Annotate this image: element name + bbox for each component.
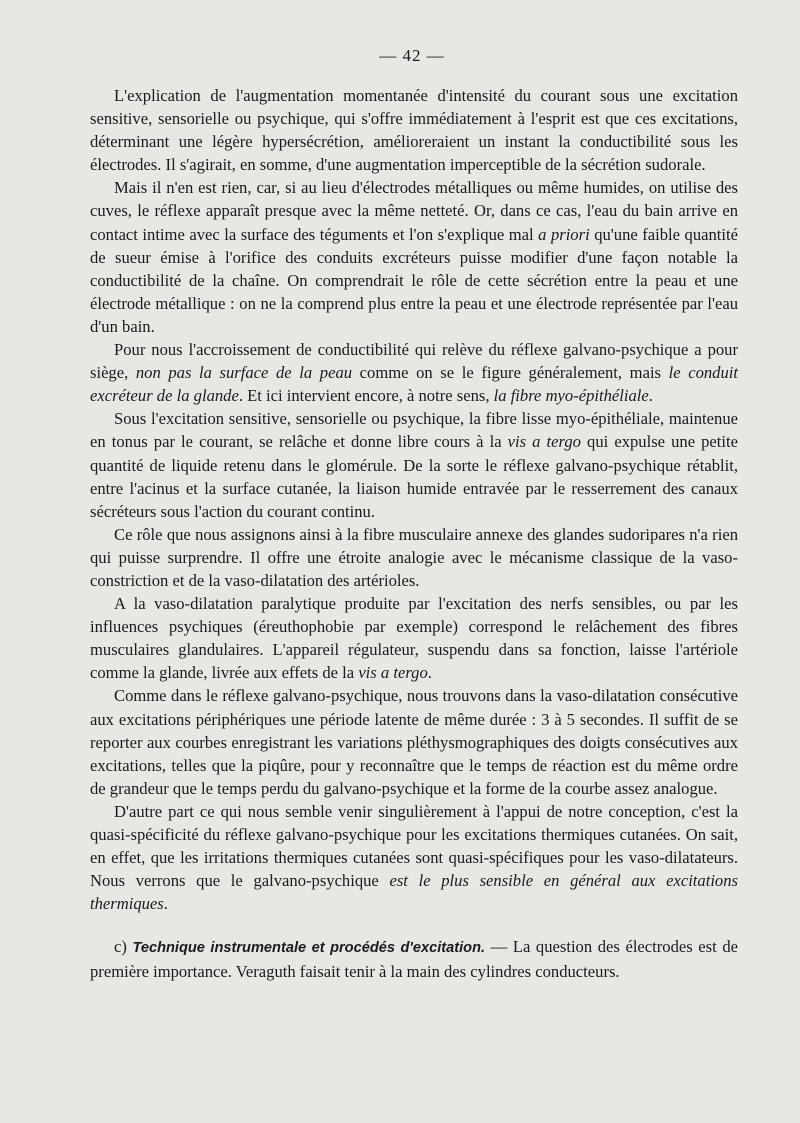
- italic-text: vis a tergo: [507, 432, 581, 452]
- text-run: qu'une faible quantité de sueur émise à l'orifice des conduits excréteurs puisse modifier d'une façon notable la conductibilité de la chaîne. On comprendrait le rôle de cette sécrétion entre la peau et une électrode métallique : on ne la comprend plus entre la peau et une électrode représentée par l'eau d'un bain.: [90, 224, 738, 336]
- paragraph: [90, 523, 738, 592]
- text-run: .: [163, 894, 168, 914]
- paragraph: [90, 592, 738, 684]
- text-run: qui expulse une petite quantité de liquide retenu dans le glomérule. De la sorte le réflexe galvano-psychique rétablit, entre l'acinus et la surface cutanée, la liaison humide entravée par le resserrement des canaux sécréteurs sous l'action du courant continu.: [90, 432, 738, 521]
- paragraph: [90, 338, 738, 407]
- text-run: L'explication de l'augmentation momentanée d'intensité du courant sous une excitation sensitive, sensorielle ou psychique, qui s'offre immédiatement à l'esprit est que ces excitations, déterminant une légère hypersécrétion, amélioreraient un instant la conductibilité sous les électrodes. Il s'agirait, en somme, d'une augmentation imperceptible de la sécrétion sudorale.: [90, 86, 738, 175]
- text-run: Pour nous l'accroissement de conductibilité qui relève du réflexe galvano-psychique a pour siège,: [90, 340, 738, 383]
- italic-text: vis a tergo: [358, 663, 428, 683]
- paragraph: [90, 176, 738, 338]
- text-run: . Et ici intervient encore, à notre sens,: [238, 386, 494, 406]
- italic-text: la fibre myo-épithéliale: [493, 386, 649, 406]
- text-run: Mais il n'en est rien, car, si au lieu d'électrodes métalliques ou même humides, on utilise des cuves, le réflexe apparaît presque avec la même netteté. Or, dans ce cas, l'eau du bain arrive en contact intime avec la surface des téguments et l'on s'explique mal: [90, 178, 738, 244]
- italic-text: non pas la surface de la peau: [135, 363, 353, 383]
- text-run: D'autre part ce qui nous semble venir singulièrement à l'appui de notre conception, c'est la quasi-spécificité du réflexe galvano-psychique pour les excitations thermiques cutanées. On sait, en effet, que les irritations thermiques cutanées sont quasi-spécifiques pour les vaso-dilatateurs. Nous verrons que le galvano-psychique: [90, 801, 738, 891]
- section-heading: Technique instrumentale et procédés d'excitation.: [132, 940, 486, 957]
- paragraph: [90, 407, 738, 522]
- text-run: .: [427, 663, 432, 683]
- text-run: .: [648, 386, 653, 406]
- text-run: A la vaso-dilatation paralytique produite par l'excitation des nerfs sensibles, ou par les influences psychiques (éreuthophobie par exemple) correspond le relâchement des fibres musculaires glandulaires. L'appareil régulateur, suspendu dans sa fonction, laisse l'artériole comme la glande, livrée aux effets de la: [90, 594, 738, 683]
- page-number: — 42 —: [379, 46, 445, 65]
- text-run: Sous l'excitation sensitive, sensorielle ou psychique, la fibre lisse myo-épithéliale, maintenue en tonus par le courant, se relâche et donne libre cours à la: [90, 409, 738, 452]
- section-spacer: [90, 915, 738, 935]
- section-paragraph: [90, 935, 738, 983]
- italic-text: est le plus sensible en général aux excitations thermiques: [90, 871, 738, 914]
- section-label: c): [114, 937, 133, 957]
- body-text: [90, 84, 738, 984]
- paragraph: [90, 84, 738, 176]
- text-run: Ce rôle que nous assignons ainsi à la fibre musculaire annexe des glandes sudoripares n'a rien qui puisse surprendre. Il offre une étroite analogie avec le mécanisme classique de la vaso-constriction et de la vaso-dilatation des artérioles.: [90, 524, 738, 590]
- italic-text: a priori: [538, 224, 590, 244]
- paragraph: [90, 800, 738, 915]
- paragraph: [90, 684, 738, 799]
- text-run: comme on se le figure généralement, mais: [352, 363, 669, 383]
- text-run: Comme dans le réflexe galvano-psychique, nous trouvons dans la vaso-dilatation consécutive aux excitations périphériques une période latente de même durée : 3 à 5 secondes. Il suffit de se reporter aux courbes enregistrant les variations pléthysmographiques des doigts consécutives aux excitations, telles que la piqûre, pour y reconnaître que le temps de réaction est du même ordre de grandeur que le temps perdu du galvano-psychique et la forme de la courbe assez analogue.: [90, 686, 738, 798]
- section-text: — La question des électrodes est de première importance. Veraguth faisait tenir à la main des cylindres conducteurs.: [90, 937, 738, 982]
- italic-text: le conduit excréteur de la glande: [90, 363, 738, 406]
